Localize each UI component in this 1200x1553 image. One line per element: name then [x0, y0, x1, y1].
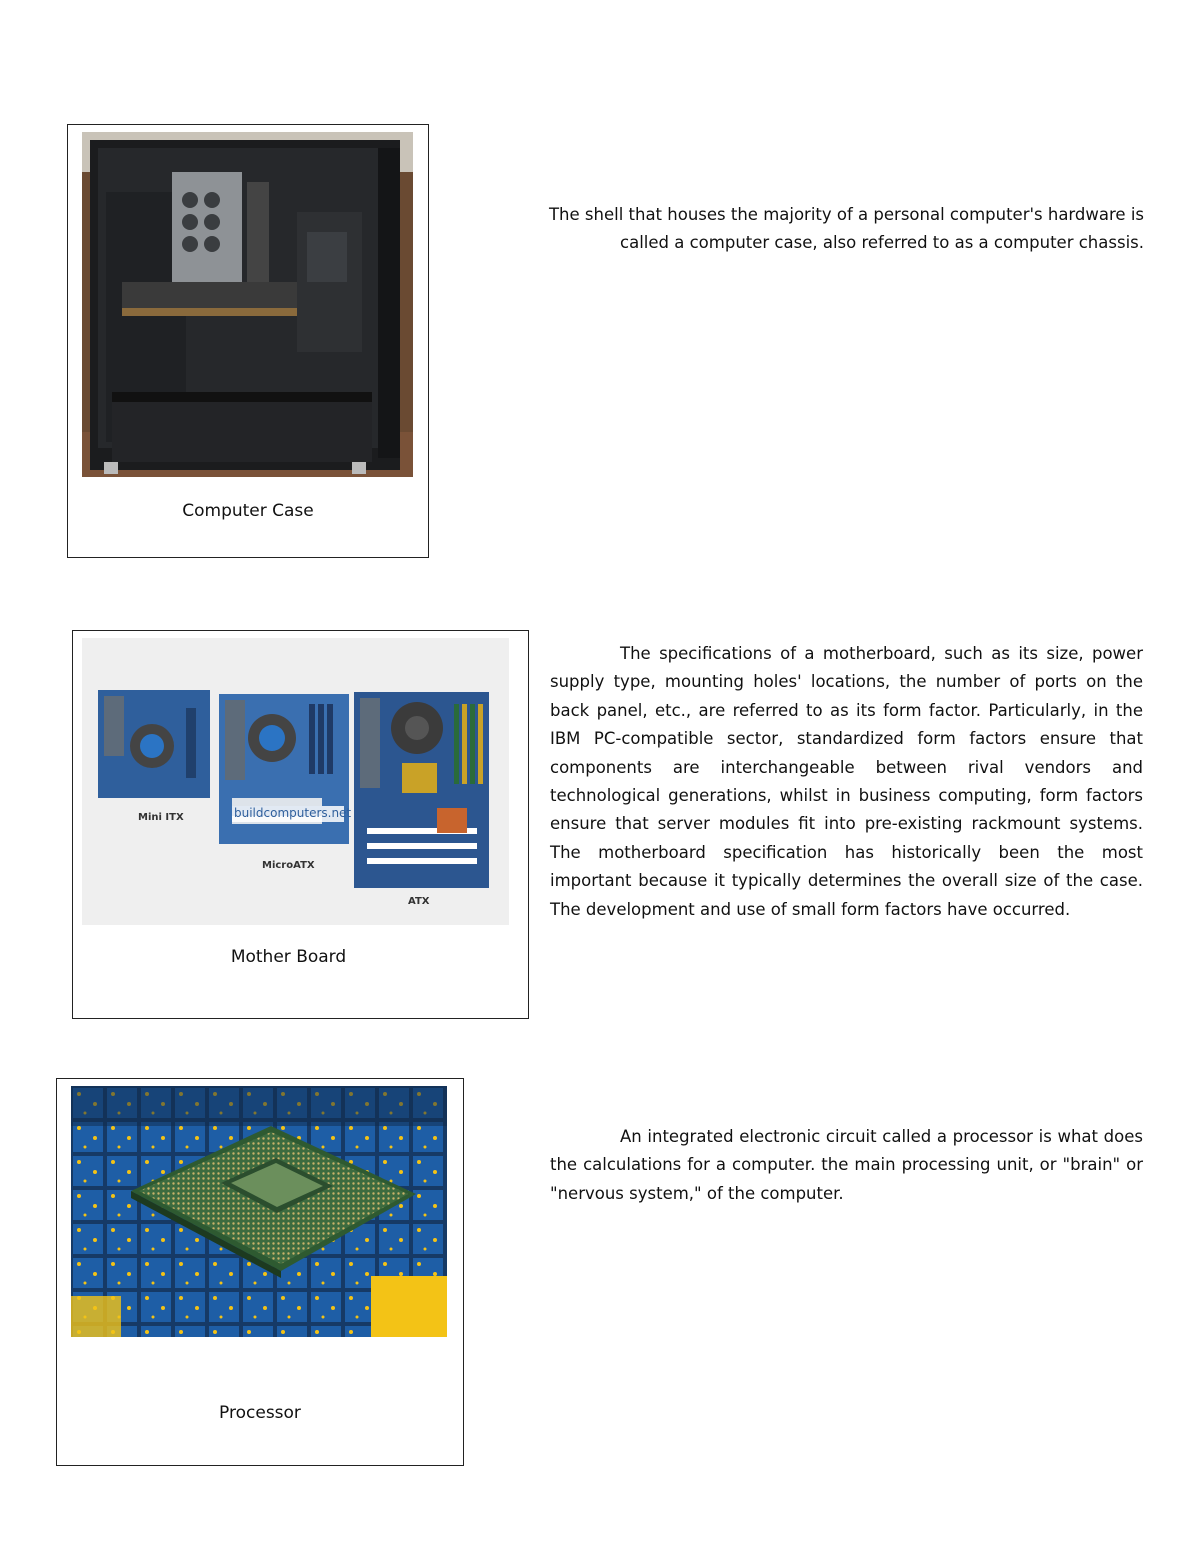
paragraph-motherboard	[550, 640, 1143, 924]
computer-case-photo-icon	[82, 132, 413, 477]
paragraph-text: An integrated electronic circuit called a processor is what does the calculations for a computer. the main processing unit, or "brain" or "nervous system," of the computer.	[550, 1127, 1143, 1203]
cpu-chip-photo-icon	[71, 1086, 447, 1337]
label-watermark: buildcomputers.net	[234, 806, 352, 820]
motherboard-figure	[72, 630, 529, 1019]
figure-caption: Computer Case	[182, 501, 314, 521]
label-micro-atx: MicroATX	[262, 860, 315, 871]
label-mini-itx: Mini ITX	[138, 812, 184, 823]
computer-case-figure	[67, 124, 429, 558]
paragraph-text: The shell that houses the majority of a personal computer's hardware is called a computer case, also referred to as a computer chassis.	[548, 205, 1144, 253]
figure-caption: Processor	[219, 1403, 301, 1423]
motherboard-form-factors-photo-icon	[82, 638, 509, 925]
paragraph-processor	[550, 1123, 1143, 1208]
label-atx: ATX	[408, 896, 430, 907]
paragraph-computer-case	[530, 201, 1144, 258]
processor-figure	[56, 1078, 464, 1466]
paragraph-text: The specifications of a motherboard, such as its size, power supply type, mounting holes' locations, the number of ports on the back panel, etc., are referred to as its form factor. Particularly, in the IBM PC-compatible sector, standardized form factors ensure that components are interchangeable between rival vendors and technological generations, whilst in business computing, form factors ensure that server modules fit into pre-existing rackmount systems. The motherboard specification has historically been the most important because it typically determines the overall size of the case. The development and use of small form factors have occurred.	[550, 644, 1143, 919]
figure-caption: Mother Board	[230, 947, 347, 967]
